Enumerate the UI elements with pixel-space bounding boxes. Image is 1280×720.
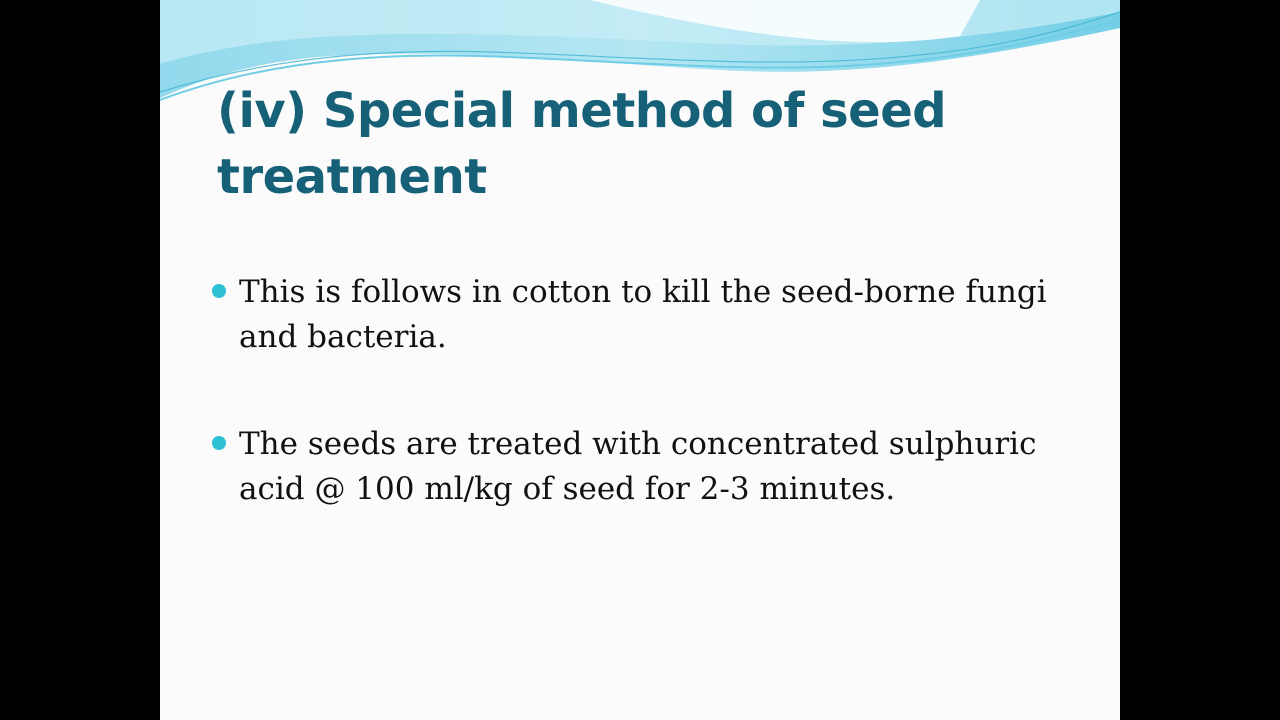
bullet-text: The seeds are treated with concentrated sulphuric acid @ 100 ml/kg of seed for 2-3 minutes.	[239, 426, 1037, 507]
bullet-text: This is follows in cotton to kill the seed-borne fungi and bacteria.	[239, 274, 1047, 355]
bullet-item	[212, 270, 1092, 360]
presentation-slide	[160, 0, 1120, 720]
bullet-dot-icon	[212, 436, 226, 450]
bullet-list	[212, 270, 1092, 512]
bullet-dot-icon	[212, 284, 226, 298]
slide-title: (iv) Special method of seed treatment	[217, 83, 947, 205]
bullet-item	[212, 422, 1092, 512]
